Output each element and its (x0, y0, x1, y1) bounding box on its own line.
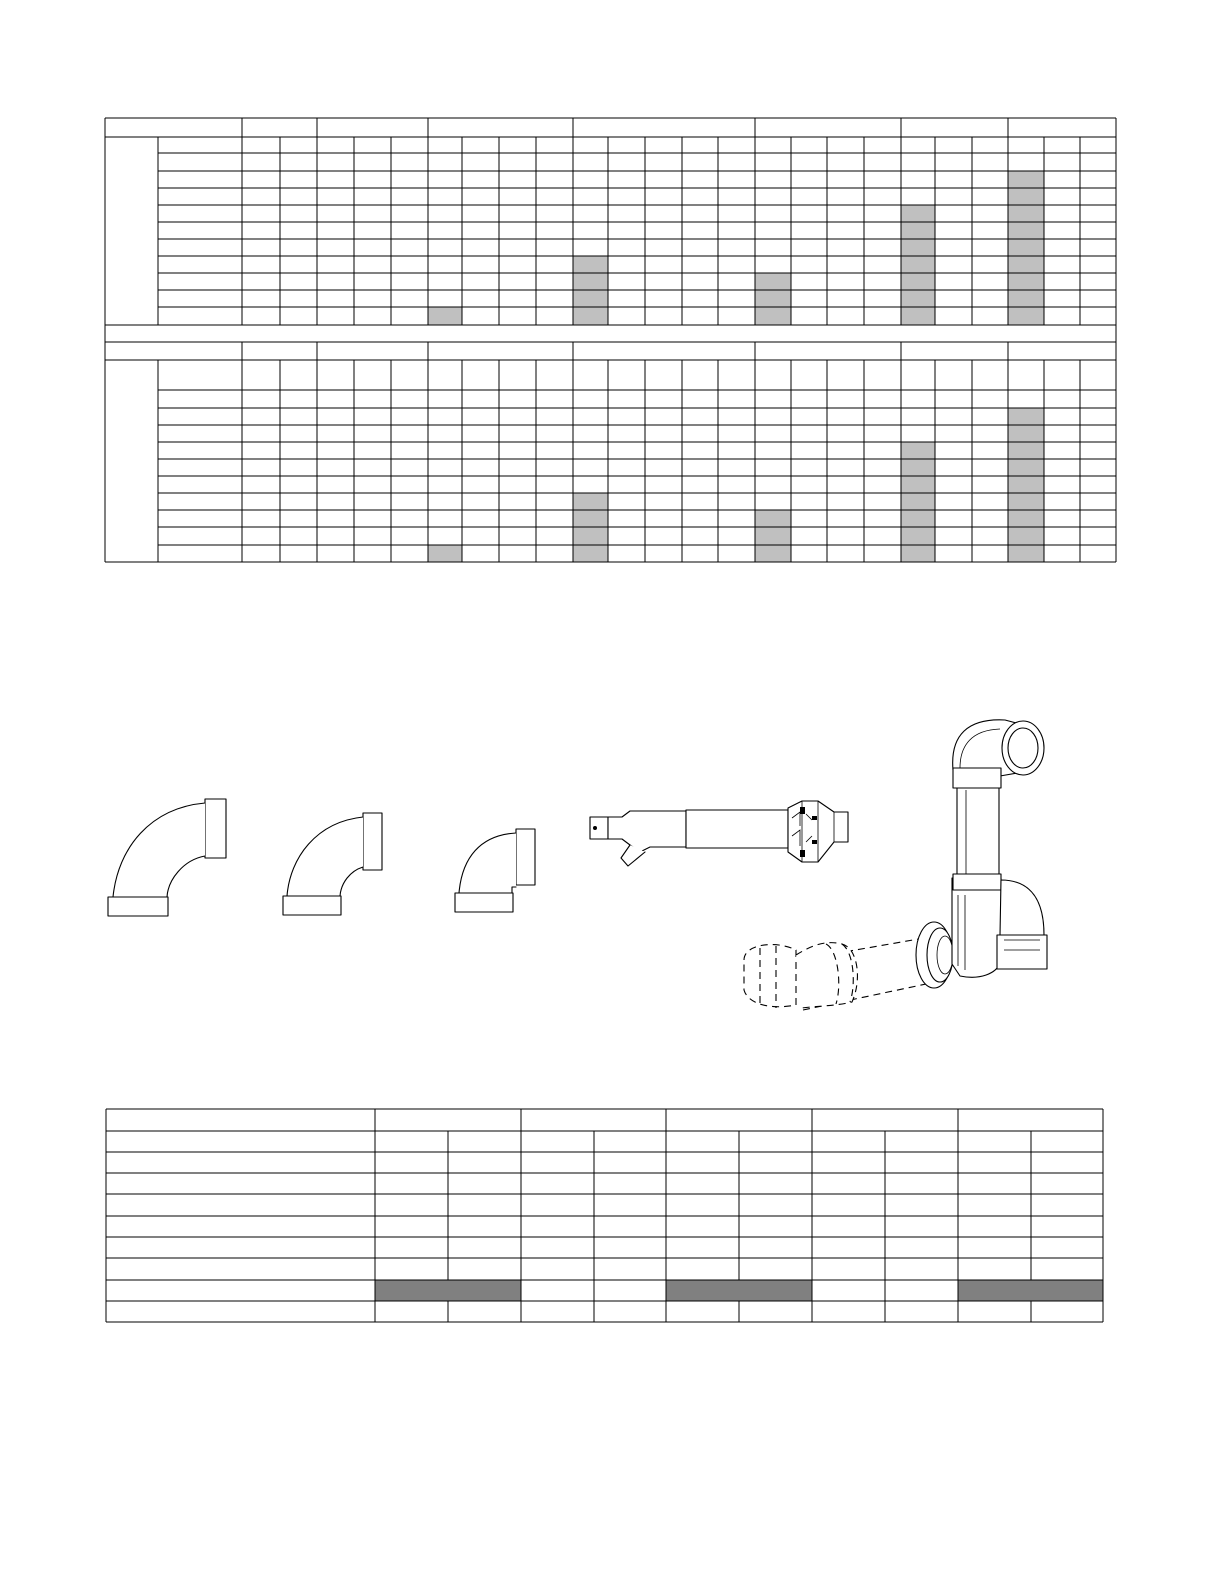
table-grid-lines (106, 1109, 1103, 1322)
elbow-socket-top (516, 829, 535, 885)
long-sweep-elbow-figure (108, 799, 226, 916)
elbow-body (113, 803, 205, 897)
shaded-cell (755, 273, 791, 325)
shaded-cell (375, 1280, 521, 1301)
shaded-cell (1008, 408, 1044, 562)
shaded-cell (901, 442, 935, 562)
elbow-body (287, 817, 363, 896)
elbow-socket-bottom (283, 896, 341, 915)
vent-tee (952, 878, 1001, 977)
table-grid-lines (105, 118, 1116, 562)
elbow-socket-top (205, 799, 226, 858)
vent-end-cap (590, 817, 608, 839)
elbow-socket-bottom (455, 893, 513, 912)
venting-length-table (105, 118, 1116, 562)
concentric-vent-kit-figure (590, 801, 848, 866)
vent-end-dot (593, 826, 597, 830)
elbow-body (459, 833, 516, 893)
top-elbow-socket (953, 768, 1001, 788)
vertical-vent-pipe (957, 787, 999, 887)
shaded-cell (958, 1280, 1103, 1301)
equivalent-length-table (106, 1109, 1103, 1322)
elbow-socket-top (363, 813, 382, 870)
dashed-elbow-left (744, 945, 796, 1007)
vent-inner-pipe (686, 810, 788, 848)
shaded-cell (428, 307, 462, 325)
tee-side-elbow (1000, 880, 1044, 935)
short-elbow-figure (455, 829, 535, 912)
table-shaded-cells (375, 1280, 1103, 1301)
shaded-cell (666, 1280, 812, 1301)
standard-elbow-figure (283, 813, 382, 915)
vent-wye-body (608, 811, 686, 852)
vent-pipe-assembly-figure (744, 720, 1047, 1010)
shaded-cell (428, 545, 462, 562)
table-shaded-cells (428, 171, 1044, 562)
shaded-cell (1008, 171, 1044, 325)
shaded-cell (755, 510, 791, 562)
elbow-socket-bottom (108, 897, 168, 916)
tee-top-socket (953, 874, 1001, 890)
